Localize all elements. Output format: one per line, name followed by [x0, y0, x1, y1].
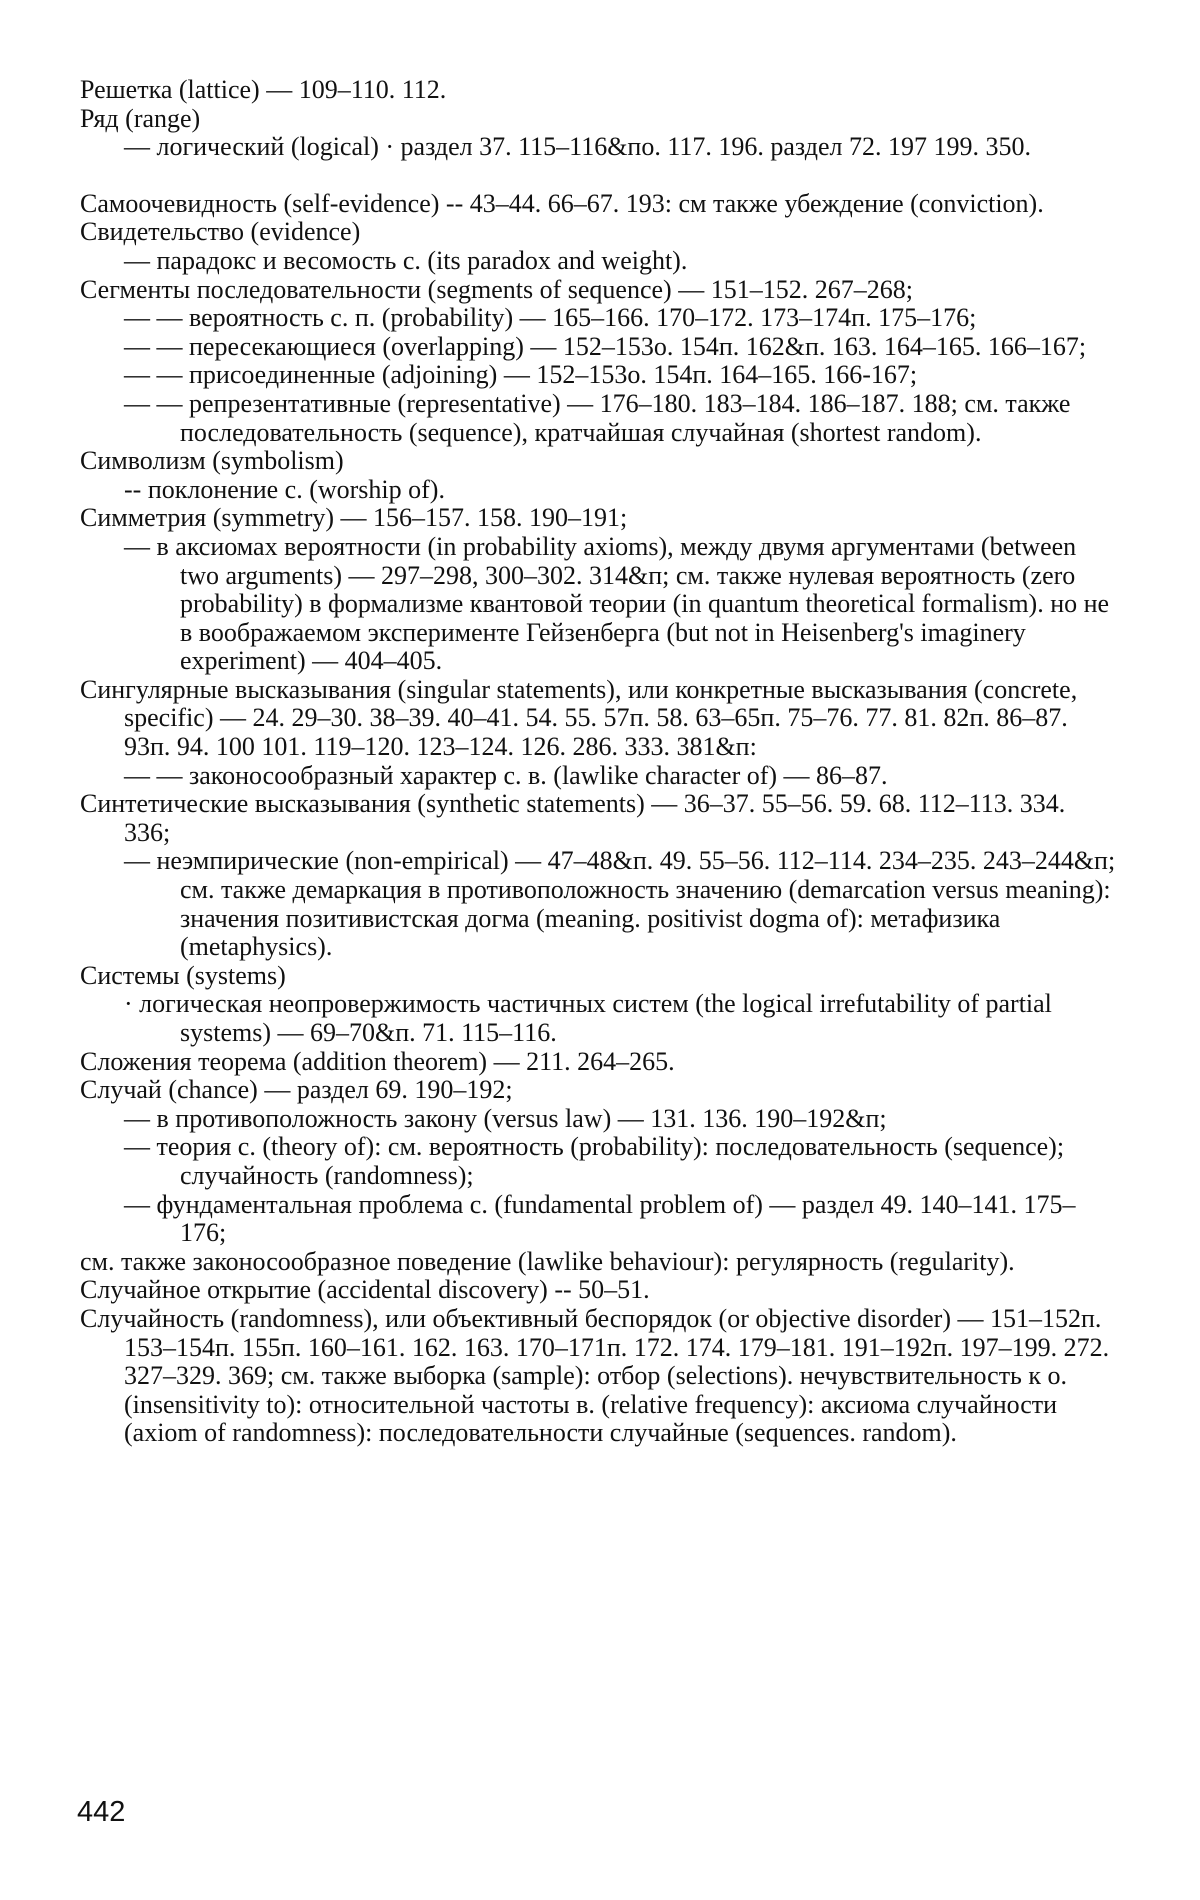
index-entry: Символизм (symbolism)	[80, 446, 344, 476]
index-subentry: — — присоединенные (adjoining) — 152–153о. 154п. 164–165. 166-167;	[124, 360, 918, 390]
index-subentry: — теория с. (theory of): см. вероятность (probability): последовательность (sequence); случайность (randomness);	[124, 1132, 1065, 1190]
index-entry: Самоочевидность (self-evidence) -- 43–44. 66–67. 193: см также убеждение (conviction).	[80, 188, 1044, 218]
index-entry: Свидетельство (evidence)	[80, 217, 361, 247]
index-subentry: — в аксиомах вероятности (in probability axioms), между двумя аргументами (between two arguments) — 297–298, 300–302. 314&п; см. также нулевая вероятность (zero probability) в формализме квантовой теории (in quantum theoretical formalism). но не в воображаемом эксперименте Гейзенберга (but not in Heisenberg's imaginery experiment) — 404–405.	[124, 531, 1110, 676]
index-subentry: — парадокс и весомость с. (its paradox and weight).	[124, 245, 688, 275]
page-number: 442	[77, 1796, 126, 1828]
index-subentry: — фундаментальная проблема с. (fundamental problem of) — раздел 49. 140–141. 175–176;	[124, 1189, 1076, 1248]
index-subentry: -- поклонение с. (worship of).	[124, 474, 445, 504]
index-entry: Симметрия (symmetry) — 156–157. 158. 190–191;	[80, 503, 628, 533]
index-entry: Сложения теорема (addition theorem) — 211. 264–265.	[80, 1046, 675, 1076]
index-entry: см. также законосообразное поведение (lawlike behaviour): регулярность (regularity).	[80, 1246, 1015, 1276]
index-entries	[80, 76, 1116, 1448]
index-subentry: — — репрезентативные (representative) — 176–180. 183–184. 186–187. 188; см. также последовательность (sequence), кратчайшая случайная (shortest random).	[124, 388, 1071, 447]
index-subentry: · логическая неопровержимость частичных систем (the logical irrefutability of partial systems) — 69–70&п. 71. 115–116.	[124, 989, 1052, 1047]
index-subentry: — — законосообразный характер с. в. (lawlike character of) — 86–87.	[124, 760, 888, 790]
index-subentry: — в противоположность закону (versus law) — 131. 136. 190–192&п;	[124, 1103, 887, 1133]
index-entry: Решетка (lattice) — 109–110. 112.	[80, 75, 447, 104]
index-entry: Синтетические высказывания (synthetic statements) — 36–37. 55–56. 59. 68. 112–113. 334. 336;	[80, 789, 1066, 847]
index-entry: Случай (chance) — раздел 69. 190–192;	[80, 1075, 513, 1105]
index-entry: Сегменты последовательности (segments of sequence) — 151–152. 267–268;	[80, 274, 913, 304]
index-entry: Системы (systems)	[80, 960, 286, 990]
index-subentry: — — вероятность с. п. (probability) — 165–166. 170–172. 173–174п. 175–176;	[124, 303, 977, 333]
index-subentry: — логический (logical) · раздел 37. 115–116&по. 117. 196. раздел 72. 197 199. 350.	[124, 132, 1031, 162]
index-entry: Случайность (randomness), или объективный беспорядок (or objective disorder) — 151–152п. 153–154п. 155п. 160–161. 162. 163. 170–171п. 172. 174. 179–181. 191–192п. 197–199. 272. 327–329. 369; см. также выборка (sample): отбор (selections). нечувствительность к о. (insensitivity to): относительной частоты в. (relative frequency): аксиома случайности (axiom of randomness): последовательности случайные (sequences. random).	[80, 1303, 1110, 1448]
index-subentry: — неэмпирические (non-empirical) — 47–48&п. 49. 55–56. 112–114. 234–235. 243–244&п; см. также демаркация в противоположность значению (demarcation versus meaning): значения позитивистская догма (meaning. positivist dogma of): метафизика (metaphysics).	[124, 846, 1116, 962]
index-entry: Случайное открытие (accidental discovery) -- 50–51.	[80, 1275, 650, 1305]
index-subentry: — — пересекающиеся (overlapping) — 152–153о. 154п. 162&п. 163. 164–165. 166–167;	[124, 331, 1087, 361]
index-entry: Сингулярные высказывания (singular statements), или конкретные высказывания (concrete, specific) — 24. 29–30. 38–39. 40–41. 54. 55. 57п. 58. 63–65п. 75–76. 77. 81. 82п. 86–87. 93п. 94. 100 101. 119–120. 123–124. 126. 286. 333. 381&п:	[80, 674, 1078, 762]
index-entry: Ряд (range)	[80, 103, 201, 133]
